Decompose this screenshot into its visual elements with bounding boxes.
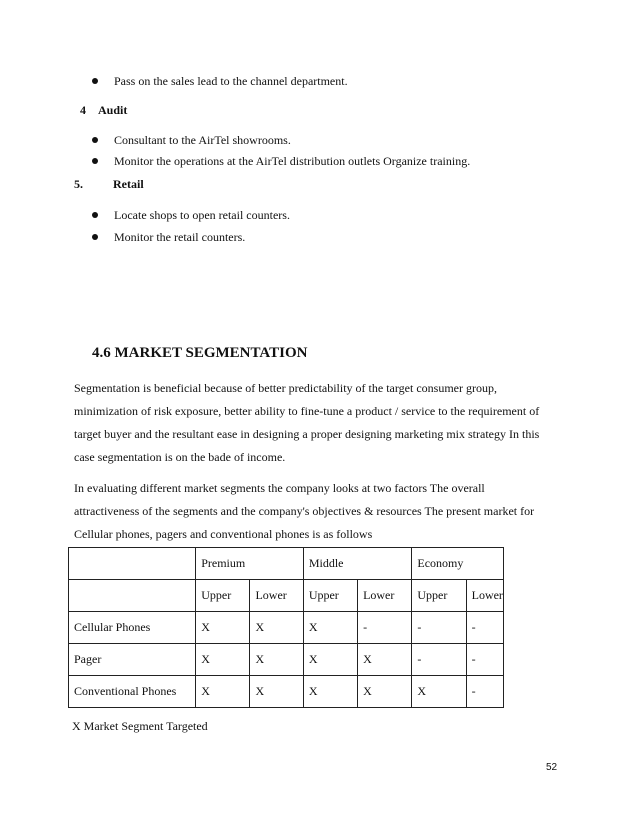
section-title-retail: Retail: [113, 177, 144, 191]
paragraph-segmentation: [74, 377, 564, 469]
row-label: Conventional Phones: [69, 676, 196, 708]
bullet-icon: [92, 78, 98, 84]
table-cell: -: [412, 644, 466, 676]
table-cell: X: [303, 612, 357, 644]
table-subheader: Upper: [196, 580, 250, 612]
table-subheader-row: [69, 580, 504, 612]
page-number: 52: [546, 762, 558, 773]
table-cell: -: [466, 676, 503, 708]
row-label: Pager: [69, 644, 196, 676]
paragraph-line: In evaluating different market segments the company looks at two factors The overall: [74, 481, 485, 495]
paragraph-line: case segmentation is on the bade of income.: [74, 450, 286, 464]
table-header-economy: Economy: [412, 548, 504, 580]
table-cell: X: [250, 676, 303, 708]
table-cell: X: [250, 644, 303, 676]
table-header-premium: Premium: [196, 548, 304, 580]
bullet-text: Consultant to the AirTel showrooms.: [114, 133, 291, 147]
table-cell: -: [358, 612, 412, 644]
paragraph-line: minimization of risk exposure, better ability to fine-tune a product / service to the requirement of: [74, 404, 540, 418]
table-subheader: Lower: [466, 580, 503, 612]
table-cell: X: [303, 676, 357, 708]
paragraph-line: target buyer and the resultant ease in designing a proper designing marketing mix strategy In this: [74, 427, 540, 441]
table-subheader: Upper: [412, 580, 466, 612]
table-cell: X: [358, 676, 412, 708]
table-cell: X: [358, 644, 412, 676]
table-cell: -: [412, 612, 466, 644]
paragraph-line: Cellular phones, pagers and conventional phones is as follows: [74, 527, 373, 541]
bullet-text: Monitor the retail counters.: [114, 230, 246, 244]
table-cell: X: [303, 644, 357, 676]
table-header-row: [69, 548, 504, 580]
bullet-text: Pass on the sales lead to the channel department.: [114, 74, 348, 88]
section-number-audit: 4: [80, 103, 86, 117]
table-cell: X: [196, 644, 250, 676]
table-subheader: Lower: [358, 580, 412, 612]
table-cell: X: [250, 612, 303, 644]
table-cell: X: [412, 676, 466, 708]
paragraph-evaluation: [74, 477, 564, 546]
table-caption: X Market Segment Targeted: [72, 719, 208, 733]
table-row: [69, 612, 504, 644]
table-subheader: Upper: [303, 580, 357, 612]
table-row: [69, 644, 504, 676]
table-cell: [69, 580, 196, 612]
table-row: [69, 676, 504, 708]
table-subheader: Lower: [250, 580, 303, 612]
paragraph-line: Segmentation is beneficial because of better predictability of the target consumer group,: [74, 381, 497, 395]
section-number-retail: 5.: [74, 177, 83, 191]
row-label: Cellular Phones: [69, 612, 196, 644]
section-title-audit: Audit: [98, 103, 128, 117]
page-title: 4.6 MARKET SEGMENTATION: [92, 345, 308, 361]
table-cell: [69, 548, 196, 580]
bullet-icon: [92, 234, 98, 240]
table-cell: -: [466, 644, 503, 676]
bullet-text: Locate shops to open retail counters.: [114, 208, 290, 222]
bullet-icon: [92, 137, 98, 143]
paragraph-line: attractiveness of the segments and the company's objectives & resources The present market for: [74, 504, 535, 518]
bullet-icon: [92, 158, 98, 164]
bullet-text: Monitor the operations at the AirTel distribution outlets Organize training.: [114, 154, 471, 168]
table-cell: X: [196, 676, 250, 708]
table-header-middle: Middle: [303, 548, 412, 580]
table-cell: -: [466, 612, 503, 644]
bullet-icon: [92, 212, 98, 218]
table-cell: X: [196, 612, 250, 644]
segmentation-table: [68, 547, 504, 708]
